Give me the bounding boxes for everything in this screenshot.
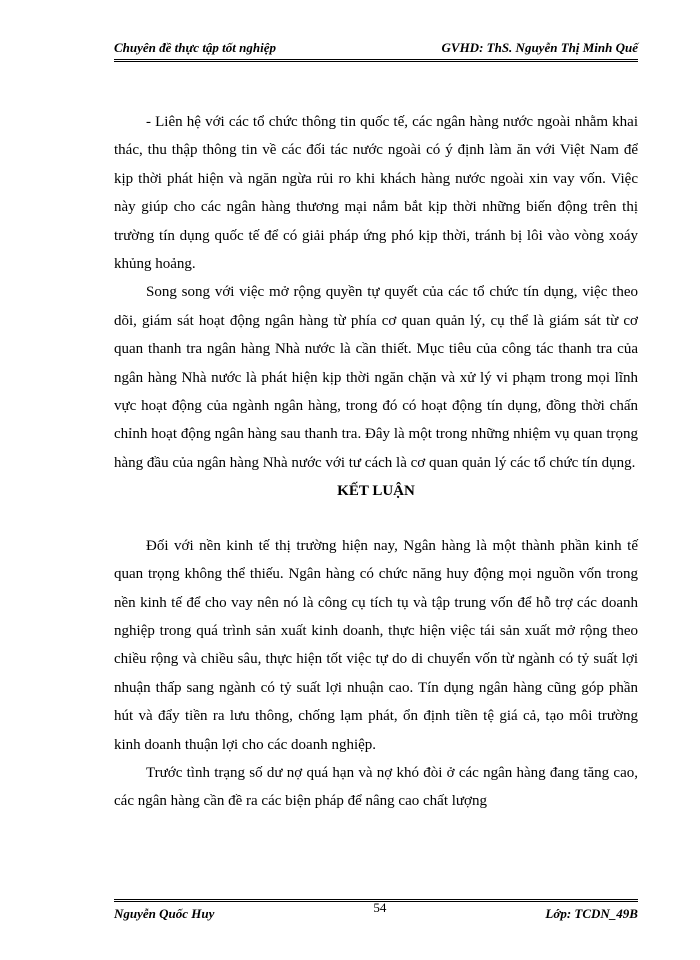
footer-class: Lớp: TCDN_49B bbox=[545, 906, 638, 921]
page-number: 54 bbox=[373, 900, 387, 915]
page-header bbox=[114, 40, 638, 56]
body-paragraph-2: Song song với việc mở rộng quyền tự quyết của các tổ chức tín dụng, việc theo dõi, giám sát hoạt động ngân hàng từ phía cơ quan quản lý, cụ thể là giám sát từ cơ quan thanh tra ngân hàng Nhà nước là cần thiết. Mục tiêu của công tác thanh tra của ngân hàng Nhà nước là phát hiện kịp thời ngăn chặn và xử lý vi phạm trong mọi lĩnh vực hoạt động của ngành ngân hàng, trong đó có hoạt động tín dụng, đồng thời chấn chỉnh hoạt động ngân hàng sau thanh tra. Đây là một trong những nhiệm vụ quan trọng hàng đầu của ngân hàng Nhà nước với tư cách là cơ quan quản lý các tổ chức tín dụng. bbox=[114, 284, 638, 471]
section-heading-conclusion: KẾT LUẬN bbox=[337, 483, 415, 500]
footer-author: Nguyễn Quốc Huy bbox=[114, 906, 215, 921]
header-report-title: Chuyên đề thực tập tốt nghiệp bbox=[114, 40, 276, 55]
header-advisor: GVHD: ThS. Nguyễn Thị Minh Quế bbox=[441, 40, 638, 55]
page-footer bbox=[114, 900, 638, 922]
page-body bbox=[114, 108, 638, 816]
conclusion-paragraph-2: Trước tình trạng số dư nợ quá hạn và nợ khó đòi ở các ngân hàng đang tăng cao, các ngân hàng cần đề ra các biện pháp để nâng cao chất lượng bbox=[114, 764, 638, 810]
body-paragraph-1: - Liên hệ với các tổ chức thông tin quốc tế, các ngân hàng nước ngoài nhằm khai thác, thu thập thông tin về các đối tác nước ngoài có ý định làm ăn với Việt Nam để kịp thời phát hiện và ngăn ngừa rủi ro khi khách hàng nước ngoài xin vay vốn. Việc này giúp cho các ngân hàng thương mại nắm bắt kịp thời những biến động trên thị trường tín dụng quốc tế để có giải pháp ứng phó kịp thời, tránh bị lôi vào vòng xoáy khủng hoảng. bbox=[114, 114, 638, 273]
header-divider bbox=[114, 59, 638, 62]
conclusion-paragraph-1: Đối với nền kinh tế thị trường hiện nay, Ngân hàng là một thành phần kinh tế quan trọng không thể thiếu. Ngân hàng có chức năng huy động mọi nguồn vốn trong nền kinh tế để cho vay nên nó là công cụ tích tụ và tập trung vốn để hỗ trợ các doanh nghiệp trong quá trình sản xuất kinh doanh, thực hiện việc tái sản xuất mở rộng theo chiều rộng và chiều sâu, thực hiện tốt việc tự do di chuyển vốn từ ngành có tỷ suất lợi nhuận thấp sang ngành có tỷ suất lợi nhuận cao. Tín dụng ngân hàng cũng góp phần hút và đẩy tiền ra lưu thông, chống lạm phát, ổn định tiền tệ giá cả, tạo môi trường kinh doanh thuận lợi cho các doanh nghiệp. bbox=[114, 537, 638, 753]
